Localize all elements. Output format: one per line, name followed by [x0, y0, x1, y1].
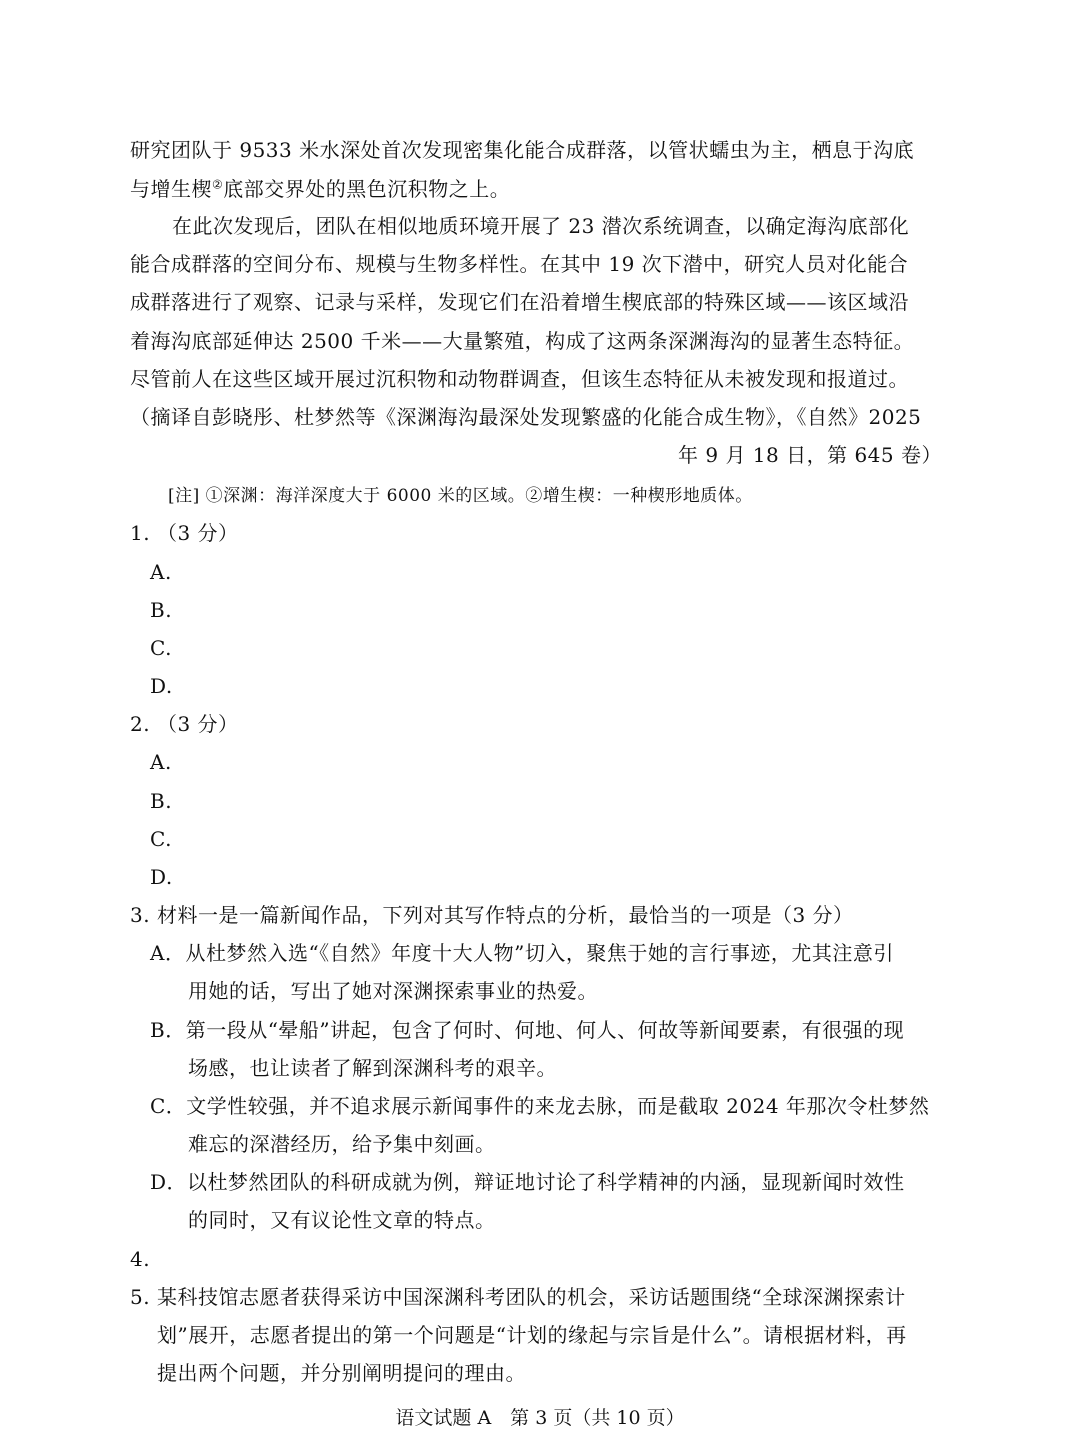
- question-3-option-b: B．第一段从“晕船”讲起，包含了何时、何地、何人、何故等新闻要素，有很强的现: [150, 1018, 905, 1042]
- page-footer: 语文试题 A 第 3 页（共 10 页）: [395, 1407, 685, 1429]
- passage-line: 成群落进行了观察、记录与采样，发现它们在沿着增生楔底部的特殊区域——该区域沿: [130, 290, 909, 314]
- question-1-option-b: B.: [150, 598, 173, 622]
- passage-line: 研究团队于 9533 米水深处首次发现密集化能合成群落，以管状蠕虫为主，栖息于沟底: [130, 138, 915, 162]
- question-2-option-a: A.: [150, 750, 172, 774]
- source-citation: （摘译自彭晓彤、杜梦然等《深渊海沟最深处发现繁盛的化能合成生物》，《自然》2025: [130, 405, 922, 429]
- question-3-stem: 3. 材料一是一篇新闻作品，下列对其写作特点的分析，最恰当的一项是（3 分）: [130, 903, 854, 927]
- question-2-option-d: D.: [150, 865, 173, 889]
- source-citation: 年 9 月 18 日，第 645 卷）: [678, 443, 942, 467]
- question-5-stem: 5. 某科技馆志愿者获得采访中国深渊科考团队的机会，采访话题围绕“全球深渊探索计: [130, 1285, 906, 1309]
- footnote: [注] ①深渊：海洋深度大于 6000 米的区域。②增生楔：一种楔形地质体。: [168, 486, 753, 506]
- question-1-option-a: A.: [150, 560, 172, 584]
- passage-line: 在此次发现后，团队在相似地质环境开展了 23 潜次系统调查，以确定海沟底部化: [172, 214, 910, 238]
- question-4-stem: 4.: [130, 1247, 151, 1271]
- question-1-option-c: C.: [150, 636, 172, 660]
- question-5-stem-cont: 提出两个问题，并分别阐明提问的理由。: [157, 1361, 526, 1385]
- passage-text: 与增生楔: [130, 177, 212, 201]
- question-2-option-c: C.: [150, 827, 172, 851]
- question-1-stem: 1. （3 分）: [130, 521, 239, 545]
- footnote-marker: ②: [212, 177, 224, 192]
- question-3-option-a-cont: 用她的话，写出了她对深渊探索事业的热爱。: [188, 979, 598, 1003]
- question-3-option-d: D．以杜梦然团队的科研成就为例，辩证地讨论了科学精神的内涵，显现新闻时效性: [150, 1170, 905, 1194]
- question-2-stem: 2. （3 分）: [130, 712, 239, 736]
- passage-line: [130, 177, 510, 201]
- passage-line: 着海沟底部延伸达 2500 千米——大量繁殖，构成了这两条深渊海沟的显著生态特征。: [130, 329, 915, 353]
- passage-line: 能合成群落的空间分布、规模与生物多样性。在其中 19 次下潜中，研究人员对化能合: [130, 252, 909, 276]
- question-1-option-d: D.: [150, 674, 173, 698]
- question-3-option-a: A．从杜梦然入选“《自然》年度十大人物”切入，聚焦于她的言行事迹，尤其注意引: [150, 941, 894, 965]
- question-3-option-b-cont: 场感，也让读者了解到深渊科考的艰辛。: [188, 1056, 557, 1080]
- question-2-option-b: B.: [150, 789, 173, 813]
- question-3-option-d-cont: 的同时，又有议论性文章的特点。: [188, 1208, 496, 1232]
- question-5-stem-cont: 划”展开，志愿者提出的第一个问题是“计划的缘起与宗旨是什么”。请根据材料，再: [157, 1323, 907, 1347]
- question-3-option-c: C．文学性较强，并不追求展示新闻事件的来龙去脉，而是截取 2024 年那次令杜梦然: [150, 1094, 930, 1118]
- question-3-option-c-cont: 难忘的深潜经历，给予集中刻画。: [188, 1132, 496, 1156]
- passage-line: 尽管前人在这些区域开展过沉积物和动物群调查，但该生态特征从未被发现和报道过。: [130, 367, 909, 391]
- passage-text: 底部交界处的黑色沉积物之上。: [223, 177, 511, 201]
